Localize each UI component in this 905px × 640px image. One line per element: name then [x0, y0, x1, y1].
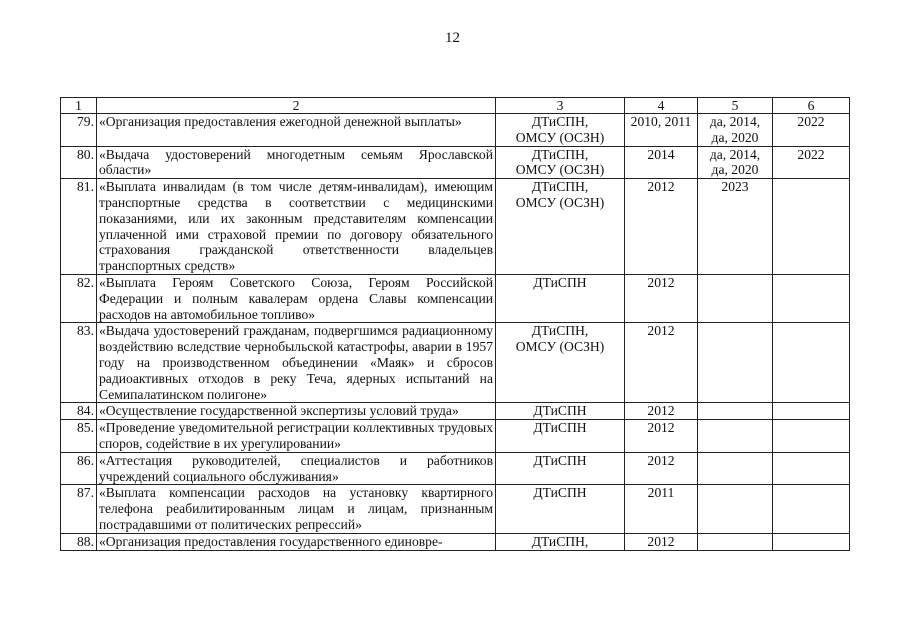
col-6-value — [773, 403, 850, 420]
table-row — [61, 114, 850, 147]
executor: ДТиСПН, ОМСУ (ОСЗН) — [496, 114, 625, 147]
table-row — [61, 420, 850, 453]
col-4-value: 2012 — [625, 403, 698, 420]
executor: ДТиСПН — [496, 452, 625, 485]
header-cell-1: 1 — [61, 98, 97, 114]
col-6-value — [773, 485, 850, 533]
col-6-value: 2022 — [773, 146, 850, 179]
col-6-value — [773, 452, 850, 485]
row-number: 82. — [61, 274, 97, 322]
table-row — [61, 323, 850, 403]
col-4-value: 2012 — [625, 452, 698, 485]
col-5-value: да, 2014, да, 2020 — [698, 146, 773, 179]
row-number: 88. — [61, 533, 97, 550]
col-6-value — [773, 533, 850, 550]
header-cell-3: 3 — [496, 98, 625, 114]
service-name: «Выдача удостоверений многодетным семьям Ярославской области» — [97, 146, 496, 179]
row-number: 81. — [61, 179, 97, 275]
col-6-value: 2022 — [773, 114, 850, 147]
col-6-value — [773, 323, 850, 403]
col-5-value: да, 2014, да, 2020 — [698, 114, 773, 147]
row-number: 83. — [61, 323, 97, 403]
col-5-value — [698, 323, 773, 403]
row-number: 80. — [61, 146, 97, 179]
col-5-value — [698, 403, 773, 420]
col-4-value: 2012 — [625, 179, 698, 275]
col-4-value: 2012 — [625, 274, 698, 322]
header-cell-5: 5 — [698, 98, 773, 114]
service-name: «Проведение уведомительной регистрации коллективных трудовых споров, содействие в их урегулировании» — [97, 420, 496, 453]
service-name: «Осуществление государственной экспертизы условий труда» — [97, 403, 496, 420]
header-row — [61, 98, 850, 114]
row-number: 87. — [61, 485, 97, 533]
col-5-value: 2023 — [698, 179, 773, 275]
service-name: «Выплата Героям Советского Союза, Героям Российской Федерации и полным кавалерам ордена Славы компенсации расходов на автомобильное топливо» — [97, 274, 496, 322]
table-row — [61, 274, 850, 322]
row-number: 84. — [61, 403, 97, 420]
executor: ДТиСПН, ОМСУ (ОСЗН) — [496, 146, 625, 179]
table-row — [61, 179, 850, 275]
service-name: «Выдача удостоверений гражданам, подвергшимся радиационному воздействию вследствие чернобыльской катастрофы, аварии в 1957 году на производственном объединении «Маяк» и сбросов радиоактивных отходов в реку Теча, ядерных испытаний на Семипалатинском полигоне» — [97, 323, 496, 403]
col-4-value: 2011 — [625, 485, 698, 533]
header-cell-6: 6 — [773, 98, 850, 114]
col-5-value — [698, 533, 773, 550]
col-6-value — [773, 179, 850, 275]
col-5-value — [698, 452, 773, 485]
header-cell-4: 4 — [625, 98, 698, 114]
service-name: «Выплата компенсации расходов на установку квартирного телефона реабилитированным лицам и лицам, признанным пострадавшими от политических репрессий» — [97, 485, 496, 533]
row-number: 85. — [61, 420, 97, 453]
table-row — [61, 533, 850, 550]
col-6-value — [773, 274, 850, 322]
executor: ДТиСПН — [496, 420, 625, 453]
executor: ДТиСПН, — [496, 533, 625, 550]
col-5-value — [698, 485, 773, 533]
col-5-value — [698, 274, 773, 322]
col-4-value: 2014 — [625, 146, 698, 179]
header-cell-2: 2 — [97, 98, 496, 114]
row-number: 86. — [61, 452, 97, 485]
executor: ДТиСПН, ОМСУ (ОСЗН) — [496, 179, 625, 275]
executor: ДТиСПН — [496, 403, 625, 420]
col-6-value — [773, 420, 850, 453]
executor: ДТиСПН, ОМСУ (ОСЗН) — [496, 323, 625, 403]
page-number: 12 — [445, 30, 460, 46]
executor: ДТиСПН — [496, 485, 625, 533]
service-name: «Организация предоставления ежегодной денежной выплаты» — [97, 114, 496, 147]
table-row — [61, 146, 850, 179]
row-number: 79. — [61, 114, 97, 147]
service-name: «Аттестация руководителей, специалистов и работников учреждений социального обслуживания» — [97, 452, 496, 485]
service-name: «Выплата инвалидам (в том числе детям-инвалидам), имеющим транспортные средства в соответствии с медицинскими показаниями, или их законным представителям компенсации уплаченной ими страховой премии по договору обязательного страхования гражданской ответственности владельцев транспортных средств» — [97, 179, 496, 275]
table-row — [61, 403, 850, 420]
col-4-value: 2012 — [625, 323, 698, 403]
table-row — [61, 452, 850, 485]
col-4-value: 2012 — [625, 420, 698, 453]
table-row — [61, 485, 850, 533]
col-4-value: 2012 — [625, 533, 698, 550]
service-name: «Организация предоставления государственного единовре- — [97, 533, 496, 550]
services-table — [60, 97, 850, 551]
executor: ДТиСПН — [496, 274, 625, 322]
col-4-value: 2010, 2011 — [625, 114, 698, 147]
col-5-value — [698, 420, 773, 453]
